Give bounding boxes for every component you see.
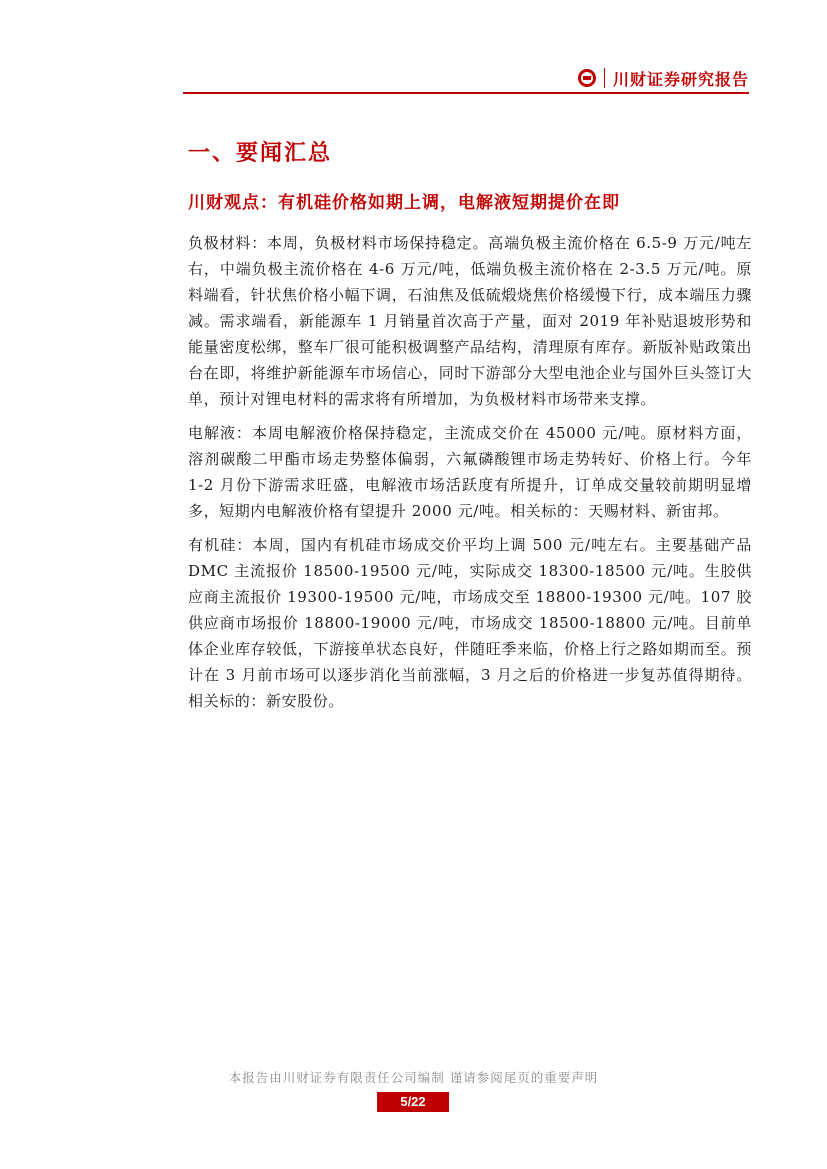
paragraph-silicone: 有机硅：本周，国内有机硅市场成交价平均上调 500 元/吨左右。主要基础产品 DMC 主流报价 18500-19500 元/吨，实际成交 18300-18500 元/吨。生胶供应商主流报价 19300-19500 元/吨，市场成交至 18800-19300 元/吨。107 胶供应商市场报价 18800-19000 元/吨，市场成交 18500-18800 元/吨。目前单体企业库存较低，下游接单状态良好，伴随旺季来临，价格上行之路如期而至。预计在 3 月前市场可以逐步消化当前涨幅，3 月之后的价格进一步复苏值得期待。相关标的：新安股份。 [188,536,752,710]
brand-divider [604,68,605,88]
page-header [0,0,827,100]
paragraph-anode-materials: 负极材料：本周，负极材料市场保持稳定。高端负极主流价格在 6.5-9 万元/吨左右，中端负极主流价格在 4-6 万元/吨，低端负极主流价格在 2-3.5 万元/吨。原料端看，针状焦价格小幅下调，石油焦及低硫煅烧焦价格缓慢下行，成本端压力骤减。需求端看，新能源车 1 月销量首次高于产量，面对 2019 年补贴退坡形势和能量密度松绑，整车厂很可能积极调整产品结构，清理原有库存。新版补贴政策出台在即，将维护新能源车市场信心，同时下游部分大型电池企业与国外巨头签订大单，预计对锂电材料的需求将有所增加，为负极材料市场带来支撑。 [188,234,752,408]
footer-disclaimer: 本报告由川财证券有限责任公司编制 谨请参阅尾页的重要声明 [228,1070,599,1085]
paragraph-electrolyte: 电解液：本周电解液价格保持稳定，主流成交价在 45000 元/吨。原材料方面，溶剂碳酸二甲酯市场走势整体偏弱，六氟磷酸锂市场走势转好、价格上行。今年 1-2 月份下游需求旺盛，电解液市场活跃度有所提升，订单成交量较前期明显增多，短期内电解液价格有望提升 2000 元/吨。相关标的：天赐材料、新宙邦。 [188,424,752,520]
body-text [188,230,752,722]
chuancai-logo-icon [578,69,596,87]
subheading: 川财观点：有机硅价格如期上调，电解液短期提价在即 [188,193,620,213]
page-number: 5/22 [377,1092,449,1112]
section-title: 一、要闻汇总 [188,140,333,166]
brand [578,66,749,90]
header-rule [183,92,749,94]
brand-name: 川财证券研究报告 [612,69,749,89]
